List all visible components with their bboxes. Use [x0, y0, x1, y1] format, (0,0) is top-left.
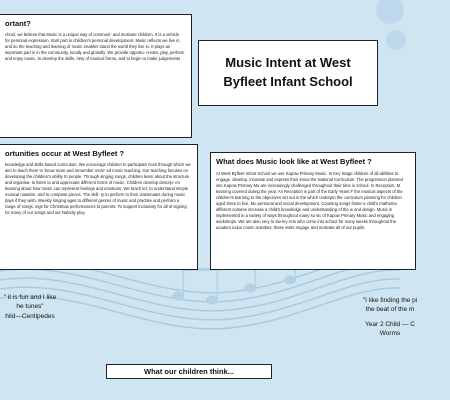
page-title-line2: Byfleet Infant School — [223, 74, 353, 89]
children-think-banner: What our children think... — [106, 364, 272, 379]
quote-left-author: hild—Centipedes — [5, 312, 55, 320]
quote-right-line1: "I like finding the pi — [362, 297, 418, 304]
why-music-panel — [0, 14, 192, 138]
quote-left-line2: he tunes" — [16, 303, 44, 311]
quote-right-author2: Worms — [379, 330, 401, 338]
child-quote-left — [0, 293, 90, 321]
music-look-panel — [210, 152, 416, 270]
title-panel — [198, 40, 378, 106]
quote-left-line1: " it is fun and I like — [3, 294, 57, 301]
quote-right-author1: Year 2 Child — C — [365, 320, 415, 328]
look-heading: What does Music look like at West Byfleet ? — [216, 157, 372, 166]
quote-right-line2: the beat of the m — [365, 306, 415, 314]
look-body: At West Byfleet Infant School we use Kapow Primary Music. In Key Stage children of all abilities to engage, develop, innovate and express their know the National Curriculum. The progression planned into Kapow Primary Mu are increasingly challenged throughout their time in school. In Reception, M learning covered during the year. As Reception is part of the Early Years F the musical aspects of the children's learning to the objectives set out in the which underpin the curriculum planning for children aged three to five. Mu personal and social development. Counting songs foster a child's mathema different cultures increase a child's knowledge and understanding of the w and design. Music is implemented in a variety of ways throughout many su sic of Kapow Primary Music and engaging workshops. We are also very lu Surrey Arts who come into school for many weeks throughout the academ icular music activities; these visits engage and motivate all of our pupils. — [216, 171, 403, 230]
opportunities-panel — [0, 144, 198, 270]
why-heading: ortant? — [5, 19, 31, 28]
why-body: chool, we believe that Music is a unique way of communi- and motivate children. It is a vehicle for personal expression, rtant part in children's personal development. Music reflects we live in, and so the teaching and learning of music enables stand the world they live in. It plays an important part in in the community, locally and globally. We provide opportu- create, play, perform and enjoy music, to develop the skills, riety of musical forms, and to begin to make judgements — [5, 32, 185, 61]
opportunities-heading: ortunities occur at West Byfleet ? — [5, 149, 125, 158]
child-quote-right — [330, 296, 450, 339]
opportunities-body: knowledge and skills based curriculum. We encourage children to participate nces through which we aim to teach them to 'know more and remember more' ed music teaching. Our teaching focuses on developing the children's ability to people. Through singing songs, children learn about the structure and organisa- to listen to and appreciate different forms of music. Children develop descrip- en learning about how music can represent feelings and emotions. We teach ter, to understand simple musical notation, and to compose pieces. The skill- ty to perform to their classmates during music days if they wish. Weekly singing ages to different genres of music and practise and perform a range of songs. ings for Christmas performances to parents. To support inclusivity for all of signing for many of our songs and our Nativity play. — [5, 162, 191, 215]
page-title-line1: Music Intent at West — [225, 55, 351, 71]
